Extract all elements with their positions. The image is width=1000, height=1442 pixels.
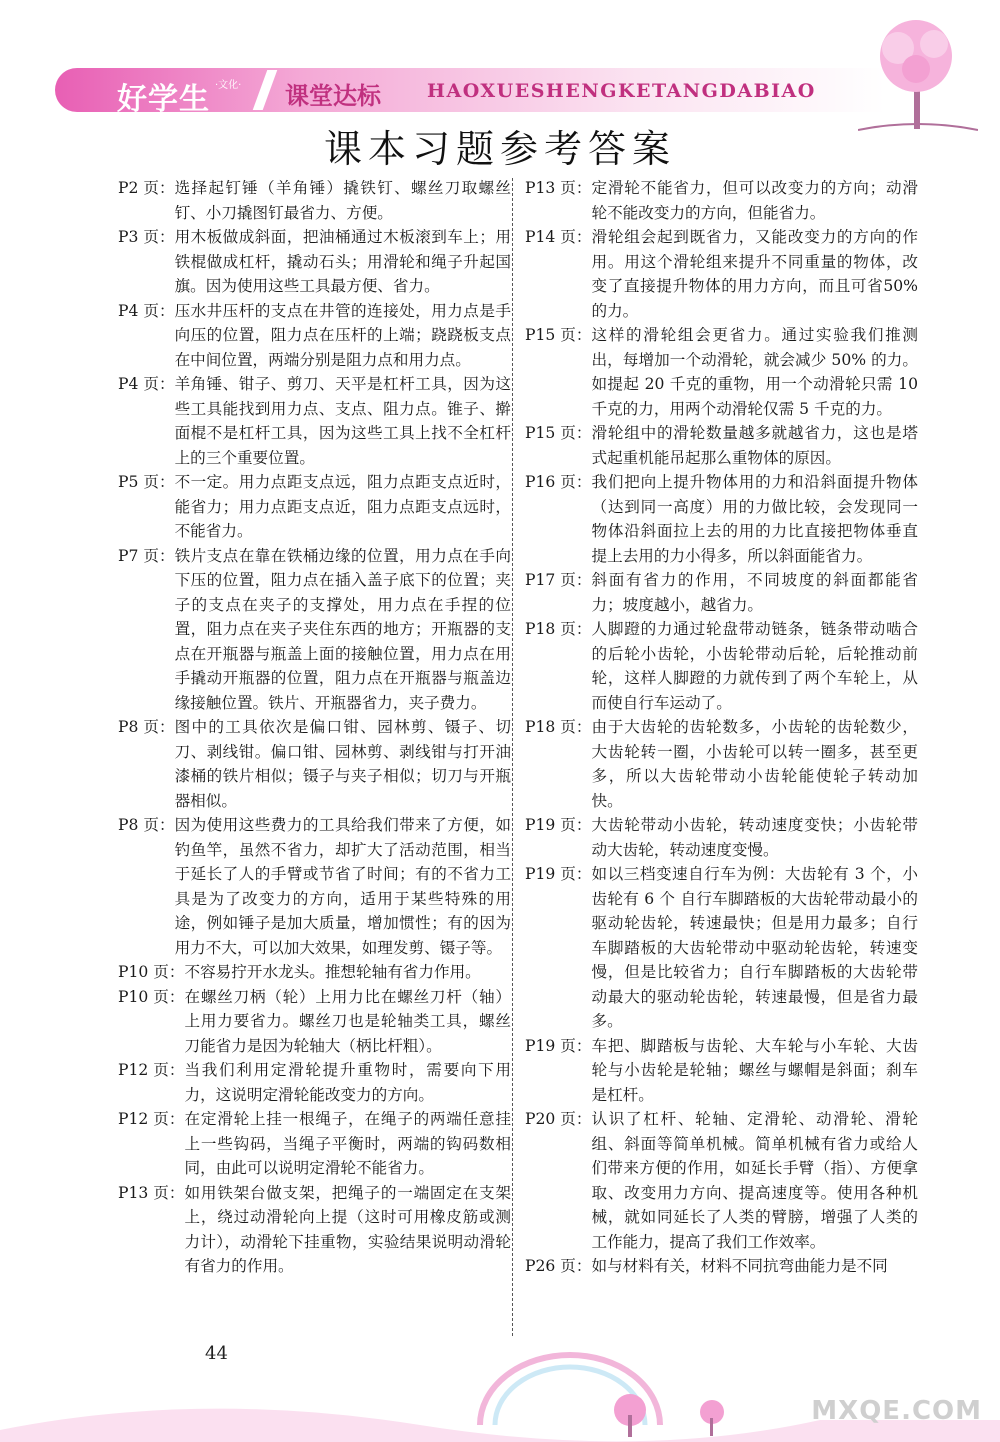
answer-page-label: P15 页： — [525, 326, 592, 344]
answer-text: 如以三档变速自行车为例：大齿轮有 3 个，小齿轮有 6 个 自行车脚踏板的大齿轮带动最小的驱动轮齿轮，转速最快；但是用力最多；自行车脚踏板的大齿轮带动中驱动轮齿轮，转速变慢，但是比较省力；自行车脚踏板的大齿轮带动最大的驱动轮齿轮，转速最慢，但是省力最多。 — [591, 865, 918, 1030]
right-column — [525, 176, 918, 1279]
answer-page-label: P3 页： — [118, 228, 175, 246]
answer-entry — [525, 421, 918, 470]
answer-page-label: P17 页： — [525, 571, 592, 589]
answer-text: 大齿轮带动小齿轮，转动速度变快；小齿轮带动大齿轮，转动速度变慢。 — [591, 816, 918, 859]
page-number: 44 — [205, 1343, 228, 1364]
section-pinyin: HAOXUESHENGKETANGDABIAO — [427, 80, 816, 102]
answer-text: 用木板做成斜面，把油桶通过木板滚到车上；用铁棍做成杠杆，撬动石头；用滑轮和绳子升起国旗。因为使用这些工具最方便、省力。 — [174, 228, 511, 295]
left-column — [118, 176, 511, 1279]
answer-page-label: P4 页： — [118, 301, 175, 320]
answer-text: 定滑轮不能省力，但可以改变力的方向；动滑轮不能改变力的方向，但能省力。 — [591, 179, 918, 222]
answer-text: 在定滑轮上挂一根绳子，在绳子的两端任意挂上一些钩码，当绳子平衡时，两端的钩码数相同，由此可以说明定滑轮不能省力。 — [184, 1110, 511, 1177]
answer-page-label: P10 页： — [118, 963, 185, 981]
answer-page-label: P8 页： — [118, 816, 175, 834]
answer-page-label: P13 页： — [525, 179, 592, 197]
answer-text: 压水井压杆的支点在井管的连接处，用力点是手向压的位置，阻力点在压杆的上端；跷跷板支点在中间位置，两端分别是阻力点和用力点。 — [174, 301, 511, 369]
answer-entry — [525, 323, 918, 421]
page-title: 课本习题参考答案 — [323, 127, 676, 171]
answer-page-label: P16 页： — [525, 473, 592, 491]
answer-page-label: P4 页： — [118, 375, 175, 393]
answer-entry — [118, 960, 511, 985]
answer-text: 认识了杠杆、轮轴、定滑轮、动滑轮、滑轮组、斜面等简单机械。简单机械有省力或给人们带来方便的作用，如延长手臂（指）、方便拿取、改变用力方向、提高速度等。使用各种机械，就如同延长了人类的臂膀，增强了人类的工作能力，提高了我们工作效率。 — [591, 1110, 918, 1251]
answer-entry — [525, 715, 918, 813]
answer-entry — [118, 813, 511, 960]
answer-entry — [525, 862, 918, 1034]
answer-text: 滑轮组中的滑轮数量越多就越省力，这也是塔式起重机能吊起那么重物体的原因。 — [591, 424, 918, 467]
answer-entry — [118, 372, 511, 470]
answer-text: 如与材料有关，材料不同抗弯曲能力是不同 — [591, 1257, 888, 1275]
answer-entry — [118, 225, 511, 299]
section-name: 课堂达标 — [285, 82, 381, 110]
answer-text: 由于大齿轮的齿轮数多，小齿轮的齿轮数少，大齿轮转一圈，小齿轮可以转一圈多，甚至更多，所以大齿轮带动小齿轮能使轮子转动加快。 — [591, 718, 918, 810]
answer-page-label: P13 页： — [118, 1183, 185, 1202]
answer-page-label: P8 页： — [118, 718, 175, 736]
answer-text: 在螺丝刀柄（轮）上用力比在螺丝刀杆（轴）上用力要省力。螺丝刀也是轮轴类工具，螺丝刀能省力是因为轮轴大（柄比杆粗）。 — [184, 987, 511, 1055]
answer-text: 因为使用这些费力的工具给我们带来了方便，如钓鱼竿，虽然不省力，却扩大了活动范围，相当于延长了人的手臂或节省了时间；有的不省力工具是为了改变力的方向，适用于某些特殊的用途，例如锤子是加大质量，增加惯性；有的因为用力不大，可以加大效果，如理发剪、镊子等。 — [174, 816, 511, 957]
answer-page-label: P12 页： — [118, 1061, 185, 1079]
answer-page-label: P19 页： — [525, 865, 592, 883]
answer-page-label: P5 页： — [118, 473, 175, 491]
answer-text: 车把、脚踏板与齿轮、大车轮与小车轮、大齿轮与小齿轮是轮轴；螺丝与螺帽是斜面；刹车是杠杆。 — [591, 1036, 918, 1104]
tree-decoration-icon — [858, 14, 978, 134]
answer-entry — [118, 1058, 511, 1107]
answer-text: 当我们利用定滑轮提升重物时，需要向下用力，这说明定滑轮能改变力的方向。 — [184, 1061, 511, 1104]
answer-page-label: P19 页： — [525, 1036, 592, 1055]
answer-page-label: P18 页： — [525, 620, 592, 638]
answer-text: 人脚蹬的力通过轮盘带动链条，链条带动啮合的后轮小齿轮，小齿轮带动后轮，后轮推动前轮，这样人脚蹬的力就传到了两个车轮上，从而使自行车运动了。 — [591, 620, 918, 712]
answer-entry — [118, 544, 511, 716]
answer-page-label: P15 页： — [525, 424, 592, 442]
answer-entry — [525, 813, 918, 862]
answer-entry — [525, 1254, 918, 1279]
answer-text: 羊角锤、钳子、剪刀、天平是杠杆工具，因为这些工具能找到用力点、支点、阻力点。锥子、擀面棍不是杠杆工具，因为这些工具上找不全杠杆上的三个重要位置。 — [174, 375, 511, 467]
answer-page-label: P18 页： — [525, 718, 592, 736]
answer-entry — [525, 225, 918, 323]
answer-entry — [525, 1034, 918, 1108]
answer-page-label: P12 页： — [118, 1110, 185, 1128]
page-header — [55, 62, 955, 122]
answer-page-label: P26 页： — [525, 1257, 592, 1275]
answer-entry — [525, 176, 918, 225]
answer-page-label: P10 页： — [118, 987, 185, 1006]
answer-entry — [525, 470, 918, 568]
answer-entry — [118, 715, 511, 813]
answer-page-label: P20 页： — [525, 1110, 592, 1128]
answer-entry — [118, 1107, 511, 1181]
watermark: MXQE.COM — [811, 1396, 982, 1426]
brand-tag: ·文化· — [215, 80, 242, 91]
answer-entry — [118, 470, 511, 544]
answer-text: 这样的滑轮组会更省力。通过实验我们推测出，每增加一个动滑轮，就会减少 50% 的力。如提起 20 千克的重物，用一个动滑轮只需 10 千克的力，用两个动滑轮仅需 5 千克的力。 — [591, 326, 918, 418]
answer-page-label: P2 页： — [118, 179, 175, 197]
answer-text: 图中的工具依次是偏口钳、园林剪、镊子、切刀、剥线钳。偏口钳、园林剪、剥线钳与打开油漆桶的铁片相似；镊子与夹子相似；切刀与开瓶器相似。 — [174, 718, 511, 810]
answer-page-label: P19 页： — [525, 816, 592, 834]
answer-text: 我们把向上提升物体用的力和沿斜面提升物体（达到同一高度）用的力做比较，会发现同一物体沿斜面拉上去的用的力比直接把物体垂直提上去用的力小得多，所以斜面能省力。 — [591, 473, 918, 565]
answer-entry — [118, 985, 511, 1059]
column-divider — [512, 178, 513, 1336]
answer-entry — [118, 299, 511, 373]
answer-text: 滑轮组会起到既省力，又能改变力的方向的作用。用这个滑轮组来提升不同重量的物体，改变了直接提升物体的用力方向，而且可省50%的力。 — [591, 228, 918, 320]
answer-entry — [525, 617, 918, 715]
answer-text: 选择起钉锤（羊角锤）撬铁钉、螺丝刀取螺丝钉、小刀撬图钉最省力、方便。 — [174, 179, 511, 222]
answer-entry — [118, 176, 511, 225]
answer-text: 斜面有省力的作用，不同坡度的斜面都能省力；坡度越小，越省力。 — [591, 571, 918, 614]
answer-text: 不一定。用力点距支点远，阻力点距支点近时，能省力；用力点距支点近，阻力点距支点远时，不能省力。 — [174, 473, 511, 540]
answer-page-label: P14 页： — [525, 228, 592, 246]
answer-text: 如用铁架台做支架，把绳子的一端固定在支架上，绕过动滑轮向上提（这时可用橡皮筋或测力计），动滑轮下挂重物，实验结果说明动滑轮有省力的作用。 — [184, 1183, 511, 1275]
brand-name: 好学生 — [117, 82, 210, 117]
answer-text: 铁片支点在靠在铁桶边缘的位置，用力点在手向下压的位置，阻力点在插入盖子底下的位置；夹子的支点在夹子的支撑处，用力点在手捏的位置，阻力点在夹子夹住东西的地方；开瓶器的支点在开瓶器与瓶盖上面的接触位置，用力点在用手撬动开瓶器的位置，阻力点在开瓶器与瓶盖边缘接触位置。铁片、开瓶器省力，夹子费力。 — [174, 546, 511, 712]
answer-entry — [525, 1107, 918, 1254]
answer-page-label: P7 页： — [118, 546, 175, 565]
answer-entry — [118, 1181, 511, 1279]
answer-text: 不容易拧开水龙头。推想轮轴有省力作用。 — [184, 963, 481, 981]
answer-entry — [525, 568, 918, 617]
